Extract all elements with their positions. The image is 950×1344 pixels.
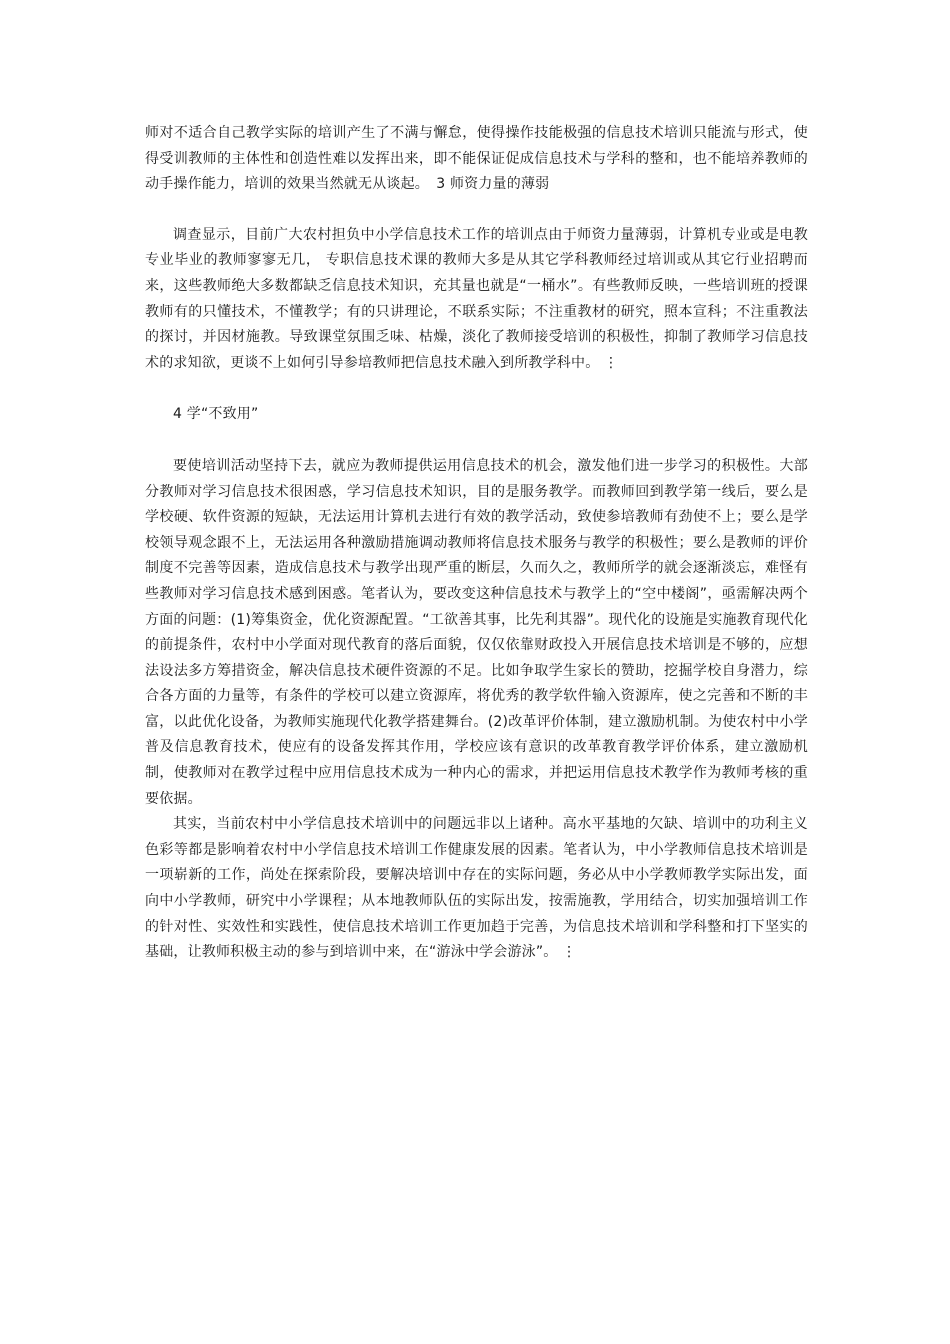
paragraph-weak-teaching-staff: 调查显示，目前广大农村担负中小学信息技术工作的培训点由于师资力量薄弱，计算机专业或是电教专业毕业的教师寥寥无几， 专职信息技术课的教师大多是从其它学科教师经过培训或从其它行业招聘而来，这些教师绝大多数都缺乏信息技术知识，充其量也就是“一桶水”。有些教师反映，一些培训班的授课教师有的只懂技术，不懂教学；有的只讲理论，不联系实际；不注重教材的研究，照本宣科；不注重教法的探讨，并因材施教。导致课堂氛围乏味、枯燥，淡化了教师接受培训的积极性，抑制了教师学习信息技术的求知欲，更谈不上如何引导参培教师把信息技术融入到所教学科中。 ⋮ [145, 226, 808, 371]
paragraph-teacher-training-dissatisfaction: 师对不适合自己教学实际的培训产生了不满与懈怠，使得操作技能极强的信息技术培训只能流与形式，使得受训教师的主体性和创造性难以发挥出来，即不能保证促成信息技术与学科的整和，也不能培养教师的动手操作能力，培训的效果当然就无从谈起。 3 师资力量的薄弱 [145, 125, 808, 193]
paragraph-conclusion: 其实，当前农村中小学信息技术培训中的问题远非以上诸种。高水平基地的欠缺、培训中的功利主义色彩等都是影响着农村中小学信息技术培训工作健康发展的因素。笔者认为，中小学教师信息技术培训是一项崭新的工作，尚处在探索阶段，要解决培训中存在的实际问题，务必从中小学教师教学实际出发，面向中小学教师，研究中小学课程；从本地教师队伍的实际出发，按需施教，学用结合，切实加强培训工作的针对性、实效性和实践性，使信息技术培训工作更加趋于完善，为信息技术培训和学科整和打下坚实的基础，让教师积极主动的参与到培训中来，在“游泳中学会游泳”。 ⋮ [145, 816, 808, 961]
paragraph-application-opportunities: 要使培训活动坚持下去，就应为教师提供运用信息技术的机会，激发他们进一步学习的积极性。大部分教师对学习信息技术很困惑，学习信息技术知识，目的是服务教学。而教师回到教学第一线后，要么是学校硬、软件资源的短缺，无法运用计算机去进行有效的教学活动，致使参培教师有劲使不上；要么是学校领导观念跟不上，无法运用各种激励措施调动教师将信息技术服务与教学的积极性；要么是教师的评价制度不完善等因素，造成信息技术与教学出现严重的断层，久而久之，教师所学的就会逐渐淡忘，难怪有些教师对学习信息技术感到困惑。笔者认为，要改变这种信息技术与教学上的“空中楼阁”，亟需解决两个方面的问题：(1)筹集资金，优化资源配置。“工欲善其事，比先利其器”。现代化的设施是实施教育现代化的前提条件，农村中小学面对现代教育的落后面貌，仅仅依靠财政投入开展信息技术培训是不够的，应想法设法多方筹措资金，解决信息技术硬件资源的不足。比如争取学生家长的赞助，挖掘学校自身潜力，综合各方面的力量等，有条件的学校可以建立资源库，将优秀的教学软件输入资源库，使之完善和不断的丰富，以此优化设备，为教师实施现代化教学搭建舞台。(2)改革评价体制，建立激励机制。为使农村中小学普及信息教育技术，使应有的设备发挥其作用，学校应该有意识的改革教育教学评价体系，建立激励机制，使教师对在教学过程中应用信息技术成为一种内心的需求，并把运用信息技术教学作为教师考核的重要依据。 [145, 457, 808, 807]
document-body [145, 121, 808, 966]
section-heading-learning-not-applied: 4 学“不致用” [173, 406, 259, 423]
